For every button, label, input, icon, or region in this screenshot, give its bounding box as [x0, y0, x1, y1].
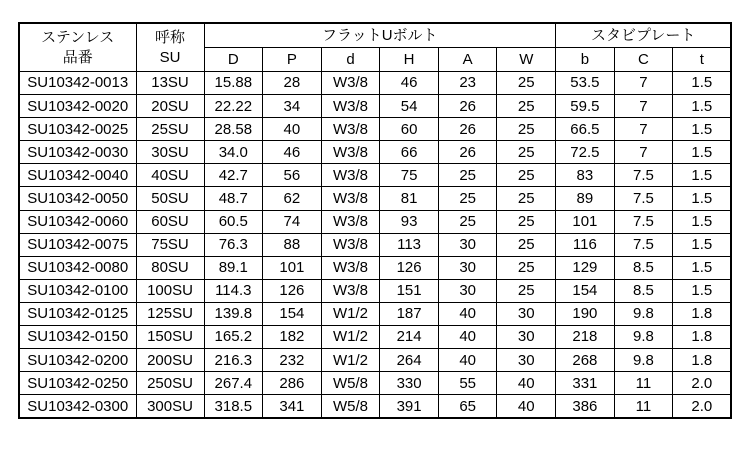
cell-value: 1.5 — [673, 279, 732, 302]
cell-value: 22.22 — [204, 95, 263, 118]
cell-value: 101 — [556, 210, 615, 233]
cell-value: 8.5 — [614, 279, 673, 302]
cell-value: 28 — [263, 72, 322, 95]
table-row — [19, 95, 731, 118]
cell-designation: 30SU — [136, 141, 204, 164]
cell-value: 182 — [263, 326, 322, 349]
cell-value: W3/8 — [321, 187, 380, 210]
cell-value: 23 — [438, 72, 497, 95]
cell-value: 113 — [380, 233, 439, 256]
cell-value: 1.5 — [673, 118, 732, 141]
cell-value: W3/8 — [321, 141, 380, 164]
cell-value: 9.8 — [614, 302, 673, 325]
cell-value: W3/8 — [321, 233, 380, 256]
cell-product-number: SU10342-0100 — [19, 279, 136, 302]
cell-product-number: SU10342-0060 — [19, 210, 136, 233]
cell-designation: 20SU — [136, 95, 204, 118]
cell-value: 25 — [497, 72, 556, 95]
cell-product-number: SU10342-0080 — [19, 256, 136, 279]
cell-value: 154 — [263, 302, 322, 325]
column-header-H: H — [380, 48, 439, 72]
cell-value: 46 — [263, 141, 322, 164]
cell-product-number: SU10342-0150 — [19, 326, 136, 349]
cell-value: 65 — [438, 395, 497, 419]
cell-product-number: SU10342-0125 — [19, 302, 136, 325]
cell-value: 1.8 — [673, 302, 732, 325]
cell-value: 7.5 — [614, 233, 673, 256]
cell-value: W3/8 — [321, 164, 380, 187]
cell-product-number: SU10342-0075 — [19, 233, 136, 256]
cell-designation: 80SU — [136, 256, 204, 279]
cell-designation: 125SU — [136, 302, 204, 325]
cell-value: 83 — [556, 164, 615, 187]
cell-value: 74 — [263, 210, 322, 233]
cell-value: 214 — [380, 326, 439, 349]
column-header-D: D — [204, 48, 263, 72]
cell-value: 76.3 — [204, 233, 263, 256]
cell-designation: 13SU — [136, 72, 204, 95]
cell-value: 218 — [556, 326, 615, 349]
cell-value: 25 — [497, 187, 556, 210]
cell-value: 25 — [497, 256, 556, 279]
cell-value: 7.5 — [614, 164, 673, 187]
cell-value: 7.5 — [614, 210, 673, 233]
cell-value: 286 — [263, 372, 322, 395]
header-product-number-line1: ステンレス — [41, 29, 115, 46]
cell-value: 30 — [438, 233, 497, 256]
cell-value: 25 — [497, 141, 556, 164]
cell-value: 53.5 — [556, 72, 615, 95]
cell-value: 54 — [380, 95, 439, 118]
cell-value: W1/2 — [321, 349, 380, 372]
cell-value: 25 — [497, 164, 556, 187]
cell-value: 40 — [438, 349, 497, 372]
table-body — [19, 72, 731, 419]
table-row — [19, 395, 731, 419]
cell-value: W3/8 — [321, 72, 380, 95]
cell-product-number: SU10342-0250 — [19, 372, 136, 395]
table-row — [19, 302, 731, 325]
table-row — [19, 256, 731, 279]
header-group-stabi-plate: スタビプレート — [556, 23, 732, 48]
cell-value: 72.5 — [556, 141, 615, 164]
cell-value: W3/8 — [321, 279, 380, 302]
cell-value: 1.5 — [673, 141, 732, 164]
cell-value: 7.5 — [614, 187, 673, 210]
cell-product-number: SU10342-0050 — [19, 187, 136, 210]
cell-value: 26 — [438, 118, 497, 141]
cell-product-number: SU10342-0200 — [19, 349, 136, 372]
cell-value: 88 — [263, 233, 322, 256]
cell-value: 7 — [614, 95, 673, 118]
cell-value: 129 — [556, 256, 615, 279]
column-header-W: W — [497, 48, 556, 72]
cell-value: 11 — [614, 395, 673, 419]
cell-designation: 200SU — [136, 349, 204, 372]
cell-value: 25 — [438, 187, 497, 210]
cell-value: W3/8 — [321, 95, 380, 118]
cell-value: 1.5 — [673, 256, 732, 279]
cell-value: 89 — [556, 187, 615, 210]
cell-value: 11 — [614, 372, 673, 395]
cell-value: W3/8 — [321, 256, 380, 279]
cell-value: 59.5 — [556, 95, 615, 118]
cell-value: 26 — [438, 95, 497, 118]
column-header-C: C — [614, 48, 673, 72]
cell-value: W3/8 — [321, 118, 380, 141]
cell-value: 1.5 — [673, 233, 732, 256]
cell-value: 165.2 — [204, 326, 263, 349]
cell-value: 1.8 — [673, 349, 732, 372]
column-header-b: b — [556, 48, 615, 72]
cell-value: 40 — [497, 372, 556, 395]
table-row — [19, 279, 731, 302]
cell-value: 66.5 — [556, 118, 615, 141]
cell-designation: 50SU — [136, 187, 204, 210]
header-row-groups — [19, 23, 731, 48]
cell-value: 40 — [438, 326, 497, 349]
table-row — [19, 164, 731, 187]
table-row — [19, 372, 731, 395]
cell-value: 30 — [438, 279, 497, 302]
cell-value: 7 — [614, 141, 673, 164]
cell-product-number: SU10342-0300 — [19, 395, 136, 419]
cell-value: 139.8 — [204, 302, 263, 325]
table-row — [19, 72, 731, 95]
cell-value: 25 — [497, 210, 556, 233]
table-row — [19, 118, 731, 141]
column-header-A: A — [438, 48, 497, 72]
cell-value: 216.3 — [204, 349, 263, 372]
cell-product-number: SU10342-0020 — [19, 95, 136, 118]
table-row — [19, 349, 731, 372]
cell-value: 40 — [497, 395, 556, 419]
cell-value: 34.0 — [204, 141, 263, 164]
cell-value: 25 — [497, 233, 556, 256]
cell-value: 1.5 — [673, 187, 732, 210]
cell-designation: 75SU — [136, 233, 204, 256]
cell-product-number: SU10342-0013 — [19, 72, 136, 95]
cell-value: 116 — [556, 233, 615, 256]
cell-value: 101 — [263, 256, 322, 279]
column-header-P: P — [263, 48, 322, 72]
cell-value: 34 — [263, 95, 322, 118]
header-designation-line2: SU — [159, 48, 181, 66]
cell-value: 114.3 — [204, 279, 263, 302]
cell-value: 26 — [438, 141, 497, 164]
header-designation-line1: 呼称 — [154, 29, 185, 46]
cell-value: 268 — [556, 349, 615, 372]
cell-value: 30 — [497, 302, 556, 325]
cell-value: 1.5 — [673, 95, 732, 118]
column-header-t: t — [673, 48, 732, 72]
cell-value: 25 — [497, 95, 556, 118]
cell-designation: 250SU — [136, 372, 204, 395]
cell-product-number: SU10342-0030 — [19, 141, 136, 164]
cell-value: 264 — [380, 349, 439, 372]
cell-value: 62 — [263, 187, 322, 210]
cell-value: 25 — [438, 210, 497, 233]
cell-value: 25 — [497, 118, 556, 141]
cell-value: W1/2 — [321, 326, 380, 349]
cell-value: 42.7 — [204, 164, 263, 187]
cell-value: 66 — [380, 141, 439, 164]
cell-value: 1.8 — [673, 326, 732, 349]
header-group-flat-ubolt: フラットUボルト — [204, 23, 556, 48]
cell-value: 93 — [380, 210, 439, 233]
table-row — [19, 233, 731, 256]
cell-value: W5/8 — [321, 372, 380, 395]
cell-value: 330 — [380, 372, 439, 395]
cell-value: 7 — [614, 118, 673, 141]
cell-value: 75 — [380, 164, 439, 187]
cell-value: 81 — [380, 187, 439, 210]
cell-value: 40 — [263, 118, 322, 141]
header-product-number — [19, 23, 136, 72]
cell-value: 190 — [556, 302, 615, 325]
cell-value: 267.4 — [204, 372, 263, 395]
cell-value: 341 — [263, 395, 322, 419]
cell-value: 391 — [380, 395, 439, 419]
cell-value: 154 — [556, 279, 615, 302]
table-row — [19, 326, 731, 349]
cell-designation: 40SU — [136, 164, 204, 187]
cell-value: 386 — [556, 395, 615, 419]
cell-value: 30 — [497, 349, 556, 372]
cell-value: 46 — [380, 72, 439, 95]
cell-value: 60.5 — [204, 210, 263, 233]
cell-value: 318.5 — [204, 395, 263, 419]
cell-value: 56 — [263, 164, 322, 187]
cell-designation: 300SU — [136, 395, 204, 419]
header-designation-su — [136, 23, 204, 72]
table-row — [19, 210, 731, 233]
cell-value: W1/2 — [321, 302, 380, 325]
cell-value: 1.5 — [673, 72, 732, 95]
cell-product-number: SU10342-0040 — [19, 164, 136, 187]
cell-value: 7 — [614, 72, 673, 95]
cell-value: 30 — [438, 256, 497, 279]
cell-value: 1.5 — [673, 210, 732, 233]
cell-value: 48.7 — [204, 187, 263, 210]
cell-value: 1.5 — [673, 164, 732, 187]
cell-value: 187 — [380, 302, 439, 325]
cell-value: 30 — [497, 326, 556, 349]
column-header-d: d — [321, 48, 380, 72]
cell-value: W3/8 — [321, 210, 380, 233]
cell-designation: 150SU — [136, 326, 204, 349]
header-product-number-line2: 品番 — [62, 48, 93, 66]
table-row — [19, 187, 731, 210]
cell-value: 126 — [380, 256, 439, 279]
cell-designation: 25SU — [136, 118, 204, 141]
table-row — [19, 141, 731, 164]
cell-value: 126 — [263, 279, 322, 302]
cell-designation: 60SU — [136, 210, 204, 233]
cell-value: 151 — [380, 279, 439, 302]
cell-designation: 100SU — [136, 279, 204, 302]
spec-table — [18, 22, 732, 419]
cell-value: 28.58 — [204, 118, 263, 141]
cell-value: 2.0 — [673, 395, 732, 419]
cell-value: 89.1 — [204, 256, 263, 279]
cell-value: 40 — [438, 302, 497, 325]
cell-value: 232 — [263, 349, 322, 372]
cell-value: W5/8 — [321, 395, 380, 419]
cell-value: 25 — [497, 279, 556, 302]
table-header — [19, 23, 731, 72]
cell-value: 60 — [380, 118, 439, 141]
cell-value: 2.0 — [673, 372, 732, 395]
cell-value: 9.8 — [614, 349, 673, 372]
cell-value: 55 — [438, 372, 497, 395]
cell-value: 8.5 — [614, 256, 673, 279]
cell-value: 25 — [438, 164, 497, 187]
cell-product-number: SU10342-0025 — [19, 118, 136, 141]
cell-value: 9.8 — [614, 326, 673, 349]
cell-value: 15.88 — [204, 72, 263, 95]
cell-value: 331 — [556, 372, 615, 395]
